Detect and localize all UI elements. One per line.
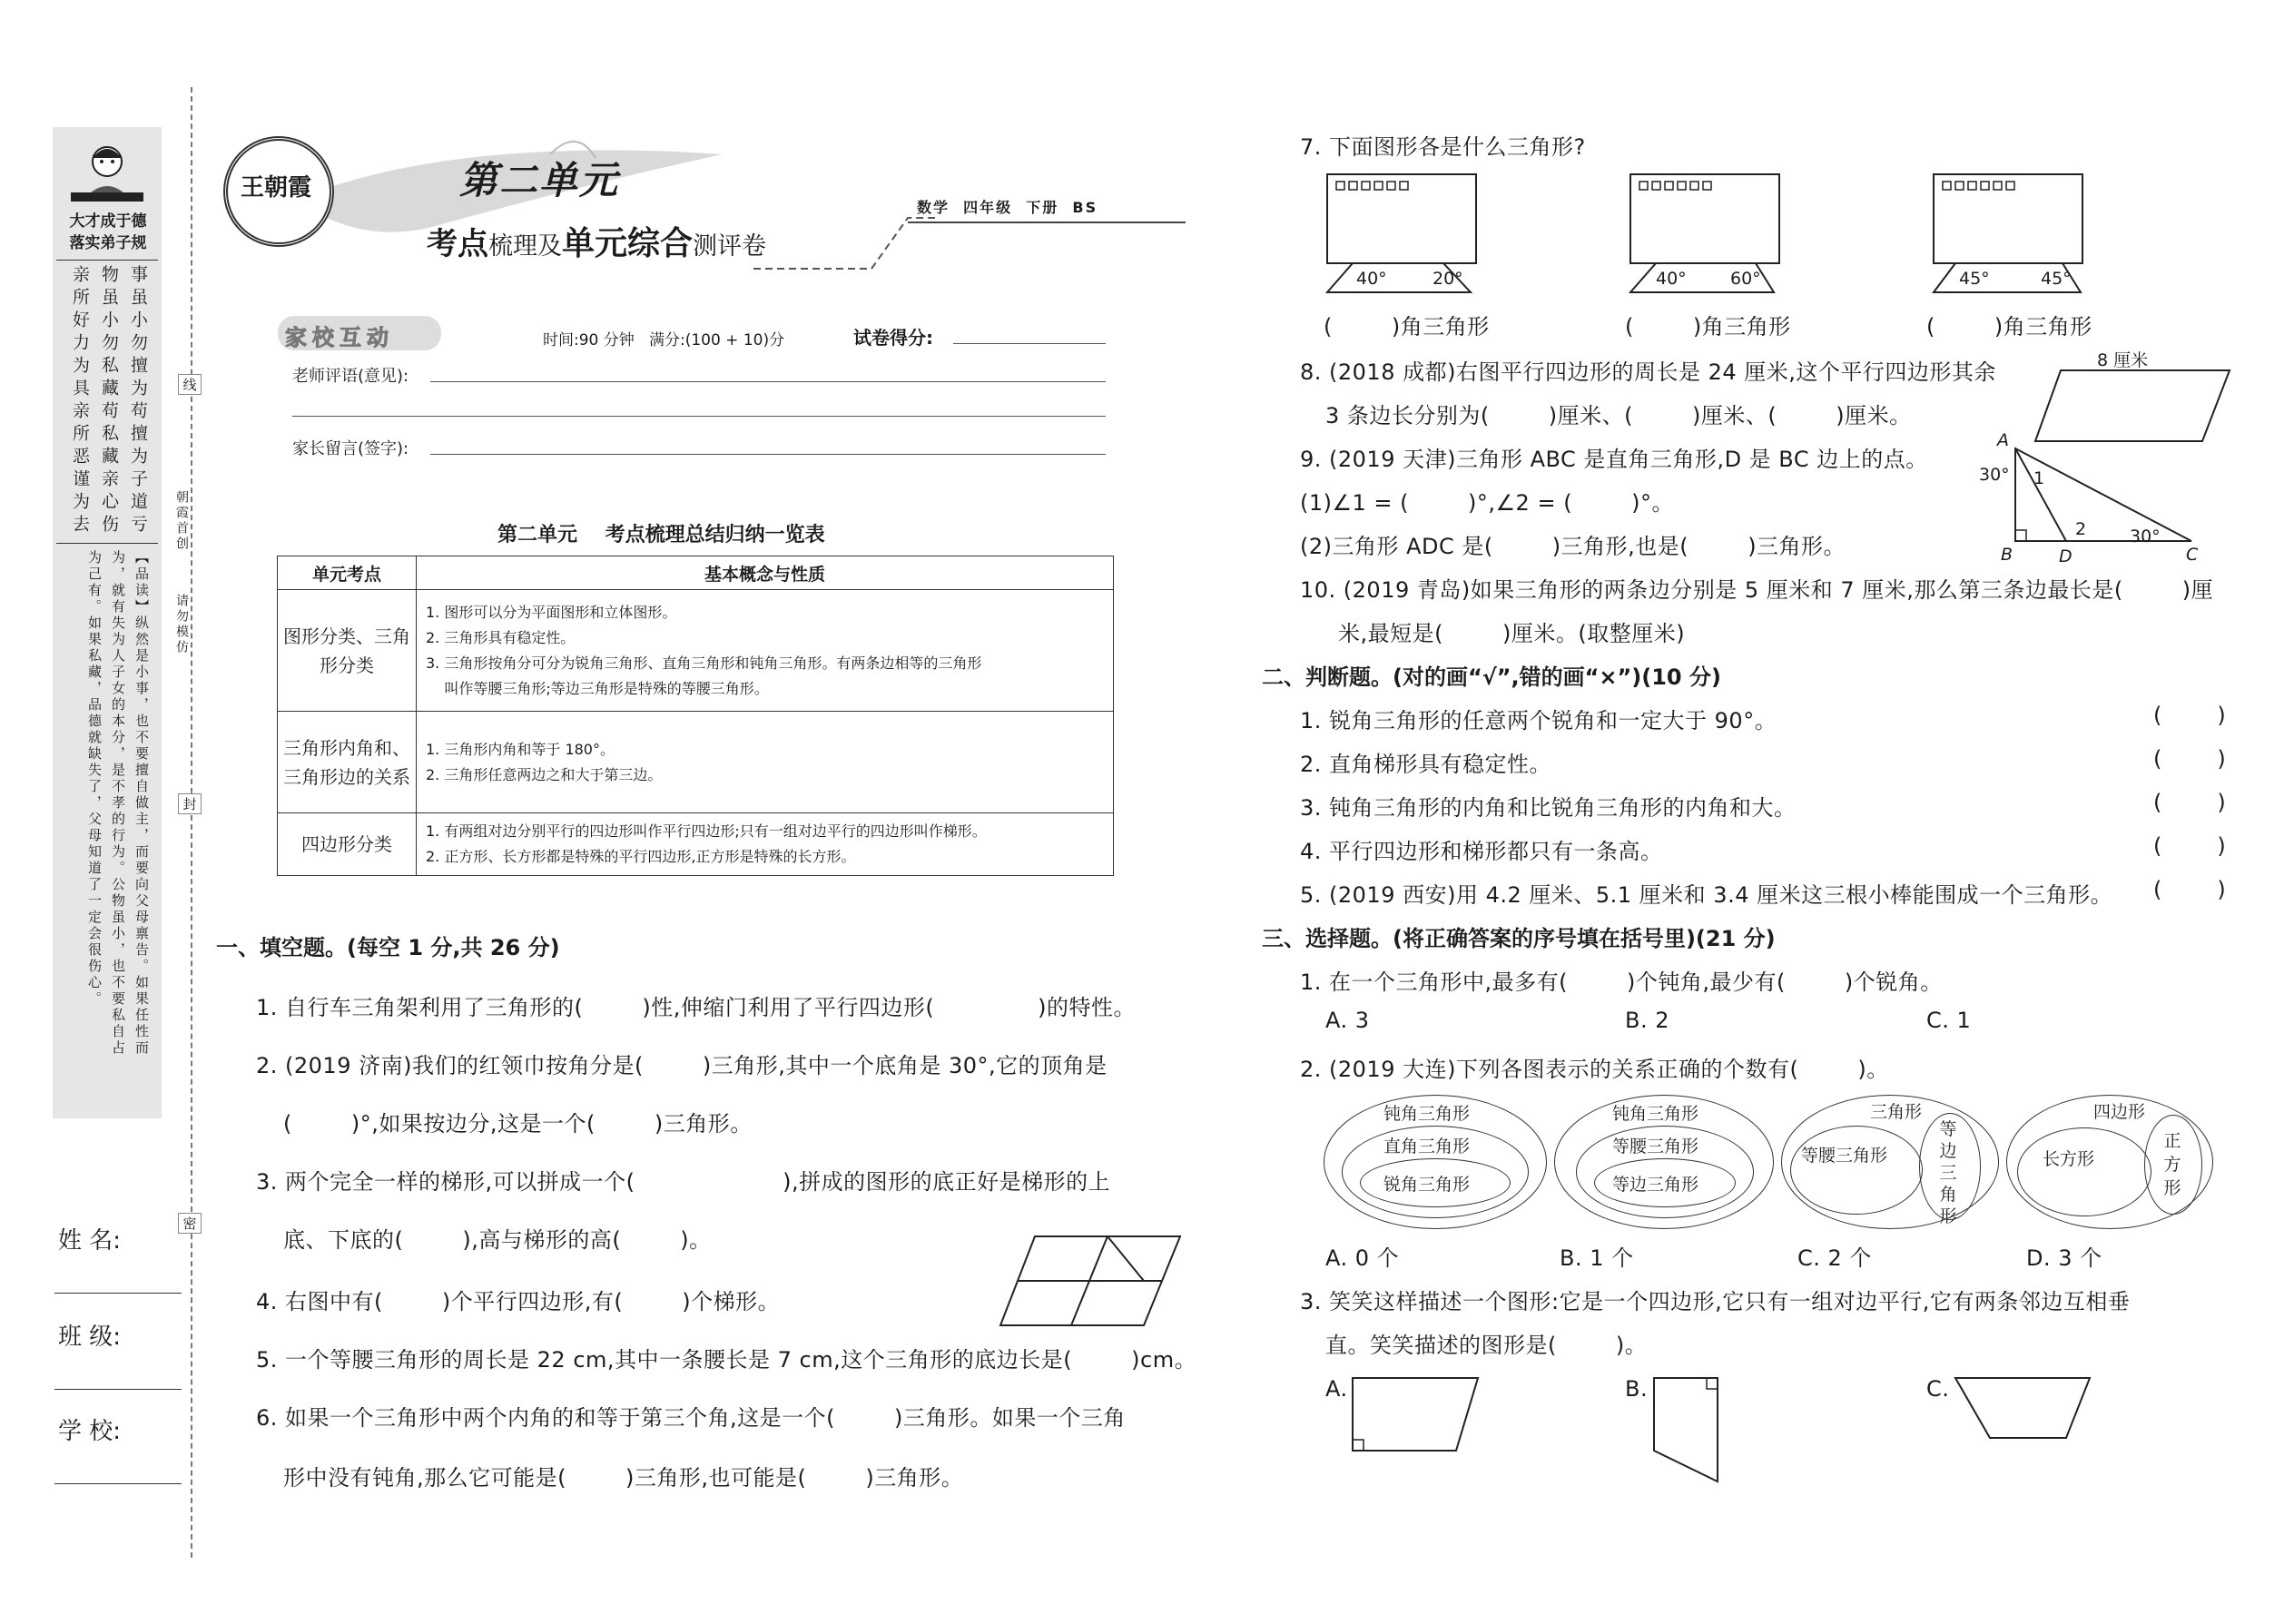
fill-q5: 5. 一个等腰三角形的周长是 22 cm,其中一条腰长是 7 cm,这个三角形的底边长是( )cm。	[256, 1347, 1197, 1373]
q7-angle: 60°	[1730, 269, 1761, 289]
judge-answer-5[interactable]: ( )	[2153, 877, 2226, 902]
meta-underline	[908, 221, 1186, 223]
parent-comment-label: 家长留言(签字):	[292, 439, 409, 458]
fill-q8-line1: 8. (2018 成都)右图平行四边形的周长是 24 厘米,这个平行四边形其余	[1300, 359, 1996, 385]
summary-table	[277, 556, 1114, 876]
judge-item-2: 2. 直角梯形具有稳定性。	[1300, 752, 1552, 777]
q7-angle: 20°	[1433, 269, 1463, 289]
summary-line: 2. 三角形任意两边之和大于第三边。	[426, 765, 663, 783]
venn-2-inner-label: 等边三角形	[1612, 1175, 1699, 1195]
summary-line: 1. 图形可以分为平面图形和立体图形。	[426, 603, 677, 621]
subtitle-part-b: 梳理及	[488, 232, 562, 261]
sidebar-note-col-3: 为己有。如果私藏，品德就缺失了，父母知道了一定会很伤心。	[86, 550, 103, 1008]
sidebar-note-col-2: 为，就有失为人子女的本分，是不孝的行为。公物虽小，也不要私自占	[110, 550, 126, 1057]
trapezoid-a-figure	[1351, 1376, 1487, 1454]
fill-q10-line2: 米,最短是( )厘米。(取整厘米)	[1338, 621, 1686, 646]
exam-subtitle	[427, 218, 766, 264]
subtitle-part-c: 单元综合	[562, 224, 694, 262]
choice-q1: 1. 在一个三角形中,最多有( )个钝角,最少有( )个锐角。	[1300, 969, 1943, 995]
cut-mark-seal: 封	[178, 793, 202, 814]
score-label: 试卷得分:	[853, 327, 933, 349]
copyright-b: 请勿模仿	[174, 594, 189, 655]
sidebar-verse-col-1: 事虽小勿擅为苟擅为子道亏	[128, 265, 148, 537]
fill-q4: 4. 右图中有( )个平行四边形,有( )个梯形。	[256, 1289, 781, 1314]
summary-title: 第二单元 考点梳理总结归纳一览表	[497, 524, 825, 546]
q7-answer-3: ( )角三角形	[1926, 314, 2092, 340]
fill-q7: 7. 下面图形各是什么三角形?	[1300, 134, 1586, 160]
summary-col-key: 单元考点	[278, 556, 417, 590]
name-field-line[interactable]	[54, 1293, 182, 1294]
q7-answer-2: ( )角三角形	[1625, 314, 1791, 340]
summary-value	[417, 590, 1114, 712]
q9-angle-2: 2	[2075, 519, 2087, 539]
summary-line: 2. 正方形、长方形都是特殊的平行四边形,正方形是特殊的长方形。	[426, 848, 856, 865]
subtitle-part-a: 考点	[427, 226, 488, 262]
summary-line: 3. 三角形按角分可分为锐角三角形、直角三角形和钝角三角形。有两条边相等的三角形	[426, 654, 982, 672]
venn-3-outer-label: 三角形	[1870, 1102, 1923, 1122]
q8-parallelogram	[2033, 367, 2233, 445]
judge-item-3: 3. 钝角三角形的内角和比锐角三角形的内角和大。	[1300, 795, 1797, 821]
q7-angle: 45°	[1959, 269, 1990, 289]
venn-3-left	[1790, 1126, 1923, 1215]
q9-right-triangle	[2006, 445, 2206, 550]
choice-q2-option-a: A. 0 个	[1325, 1245, 1400, 1271]
judge-answer-2[interactable]: ( )	[2153, 746, 2226, 772]
sidebar-verse-col-3: 亲所好力为具亲所恶谨为去	[70, 265, 90, 537]
trapezoid-b-figure	[1652, 1376, 1721, 1485]
fill-q2-line1: 2. (2019 济南)我们的红领巾按角分是( )三角形,其中一个底角是 30°,它的顶角是	[256, 1053, 1108, 1078]
fill-q8-line2: 3 条边长分别为( )厘米、( )厘米、( )厘米。	[1325, 403, 1912, 428]
choice-q3-option-c: C.	[1926, 1376, 1950, 1402]
name-label: 姓 名:	[58, 1227, 122, 1255]
choice-q1-option-b: B. 2	[1625, 1008, 1669, 1033]
home-school-text: 家校互动	[285, 325, 394, 350]
class-label: 班 级:	[58, 1324, 122, 1351]
summary-value	[417, 712, 1114, 813]
q9-vertex-a: A	[1997, 430, 2009, 450]
logo-text: 王朝霞	[240, 174, 311, 202]
choice-q2: 2. (2019 大连)下列各图表示的关系正确的个数有( )。	[1300, 1057, 1889, 1082]
judge-item-4: 4. 平行四边形和梯形都只有一条高。	[1300, 839, 1663, 864]
course-meta: 数学 四年级 下册 BS	[917, 199, 1098, 216]
school-label: 学 校:	[58, 1418, 122, 1445]
cut-mark-secret: 密	[178, 1213, 202, 1234]
fill-q9-line3: (2)三角形 ADC 是( )三角形,也是( )三角形。	[1300, 534, 1846, 559]
q9-angle-a: 30°	[1979, 465, 2010, 485]
choice-q1-option-a: A. 3	[1325, 1008, 1370, 1033]
judge-answer-4[interactable]: ( )	[2153, 833, 2226, 859]
choice-q2-option-d: D. 3 个	[2026, 1245, 2102, 1271]
venn-2-middle-label: 等腰三角形	[1612, 1137, 1699, 1156]
section3-title: 三、选择题。(将正确答案的序号填在括号里)(21 分)	[1262, 926, 1776, 951]
teacher-comment-line-2[interactable]	[292, 416, 1106, 417]
teacher-comment-label: 老师评语(意见):	[292, 367, 409, 386]
fill-q9-line2: (1)∠1 = ( )°,∠2 = ( )°。	[1300, 490, 1674, 516]
trapezoid-c-figure	[1954, 1376, 2093, 1442]
venn-4-outer-label: 四边形	[2093, 1102, 2146, 1122]
choice-q2-option-b: B. 1 个	[1560, 1245, 1634, 1271]
fill-q6-line2: 形中没有钝角,那么它可能是( )三角形,也可能是( )三角形。	[283, 1465, 964, 1491]
venn-1-inner-label: 锐角三角形	[1383, 1175, 1471, 1195]
sidebar-divider-2	[56, 543, 158, 544]
sidebar-verse-col-2: 物虽小勿私藏苟私藏亲心伤	[99, 265, 119, 537]
sidebar-motto: 大才成于德 落实弟子规	[69, 212, 147, 252]
fill-q3-line1: 3. 两个完全一样的梯形,可以拼成一个( ),拼成的图形的底正好是梯形的上	[256, 1169, 1111, 1195]
student-mascot-icon	[64, 134, 151, 207]
q9-vertex-c: C	[2186, 545, 2199, 565]
sidebar-divider	[56, 260, 158, 261]
venn-1-outer-label: 钝角三角形	[1383, 1104, 1471, 1124]
section1-title: 一、填空题。(每空 1 分,共 26 分)	[216, 935, 560, 960]
summary-line: 1. 有两组对边分别平行的四边形叫作平行四边形;只有一组对边平行的四边形叫作梯形。	[426, 822, 987, 840]
choice-q2-option-c: C. 2 个	[1797, 1245, 1872, 1271]
summary-line: 1. 三角形内角和等于 180°。	[426, 740, 615, 758]
copyright-a: 朝霞首创	[174, 490, 189, 552]
table-row	[278, 712, 1114, 813]
choice-q3-line2: 直。笑笑描述的图形是( )。	[1325, 1333, 1648, 1358]
q9-vertex-b: B	[2001, 545, 2013, 565]
school-field-line[interactable]	[54, 1483, 182, 1484]
q7-angle: 40°	[1356, 269, 1387, 289]
q7-answer-1: ( )角三角形	[1324, 314, 1490, 340]
q9-angle-c: 30°	[2130, 527, 2161, 546]
q7-angle: 40°	[1656, 269, 1687, 289]
cut-line	[191, 87, 192, 1558]
subtitle-part-d: 测评卷	[693, 232, 767, 261]
table-row	[278, 813, 1114, 876]
venn-1-middle-label: 直角三角形	[1383, 1137, 1471, 1156]
fill-q1: 1. 自行车三角架利用了三角形的( )性,伸缩门利用了平行四边形( )的特性。	[256, 995, 1136, 1020]
parallelogram-grid-figure	[999, 1235, 1189, 1329]
fill-q6-line1: 6. 如果一个三角形中两个内角的和等于第三个角,这是一个( )三角形。如果一个三角	[256, 1405, 1126, 1431]
venn-3-right-label: 等边三角形	[1939, 1119, 1957, 1226]
summary-key: 四边形分类	[278, 813, 417, 876]
q8-side-label: 8 厘米	[2097, 350, 2149, 370]
parent-comment-line[interactable]	[430, 454, 1106, 455]
choice-q3-line1: 3. 笑笑这样描述一个图形:它是一个四边形,它只有一组对边平行,它有两条邻边互相垂	[1300, 1289, 2131, 1314]
score-field-line[interactable]	[953, 343, 1106, 344]
fill-q10-line1: 10. (2019 青岛)如果三角形的两条边分别是 5 厘米和 7 厘米,那么第三条边最长是( )厘	[1300, 577, 2214, 603]
judge-answer-3[interactable]: ( )	[2153, 790, 2226, 815]
q9-vertex-d: D	[2059, 546, 2072, 566]
summary-value	[417, 813, 1114, 876]
summary-line: 叫作等腰三角形;等边三角形是特殊的等腰三角形。	[426, 679, 769, 697]
judge-item-5: 5. (2019 西安)用 4.2 厘米、5.1 厘米和 3.4 厘米这三根小棒能围成一个三角形。	[1300, 882, 2113, 908]
venn-4-right-label: 正方形	[2163, 1131, 2181, 1198]
fill-q3-line2: 底、下底的( ),高与梯形的高( )。	[283, 1227, 712, 1253]
judge-answer-1[interactable]: ( )	[2153, 703, 2226, 728]
venn-4-left-label: 长方形	[2043, 1149, 2095, 1169]
q7-angle: 45°	[2041, 269, 2072, 289]
summary-col-value: 基本概念与性质	[417, 556, 1114, 590]
q9-angle-1: 1	[2033, 468, 2045, 488]
summary-key: 图形分类、三角形分类	[278, 590, 417, 712]
choice-q1-option-c: C. 1	[1926, 1008, 1972, 1033]
time-info: 时间:90 分钟 满分:(100 + 10)分	[543, 331, 785, 349]
choice-q3-option-a: A.	[1325, 1376, 1348, 1402]
venn-4-left	[2017, 1127, 2151, 1216]
class-field-line[interactable]	[54, 1389, 182, 1390]
venn-3-left-label: 等腰三角形	[1801, 1146, 1888, 1166]
venn-2-outer-label: 钝角三角形	[1612, 1104, 1699, 1124]
judge-item-1: 1. 锐角三角形的任意两个锐角和一定大于 90°。	[1300, 708, 1777, 733]
section2-title: 二、判断题。(对的画“√”,错的画“×”)(10 分)	[1262, 664, 1721, 690]
summary-key: 三角形内角和、三角形边的关系	[278, 712, 417, 813]
table-row	[278, 590, 1114, 712]
cut-mark-line: 线	[178, 374, 202, 395]
sidebar-note-col-1: 【品读】纵然是小事，也不要擅自做主，而要向父母禀告。如果任性而	[133, 550, 150, 1057]
unit-title: 第二单元	[459, 158, 620, 202]
teacher-comment-line-1[interactable]	[430, 381, 1106, 382]
fill-q9-line1: 9. (2019 天津)三角形 ABC 是直角三角形,D 是 BC 边上的点。	[1300, 447, 1928, 472]
summary-header-row	[278, 556, 1114, 590]
choice-q3-option-b: B.	[1625, 1376, 1649, 1402]
fill-q2-line2: ( )°,如果按边分,这是一个( )三角形。	[283, 1111, 753, 1137]
summary-line: 2. 三角形具有稳定性。	[426, 628, 576, 646]
